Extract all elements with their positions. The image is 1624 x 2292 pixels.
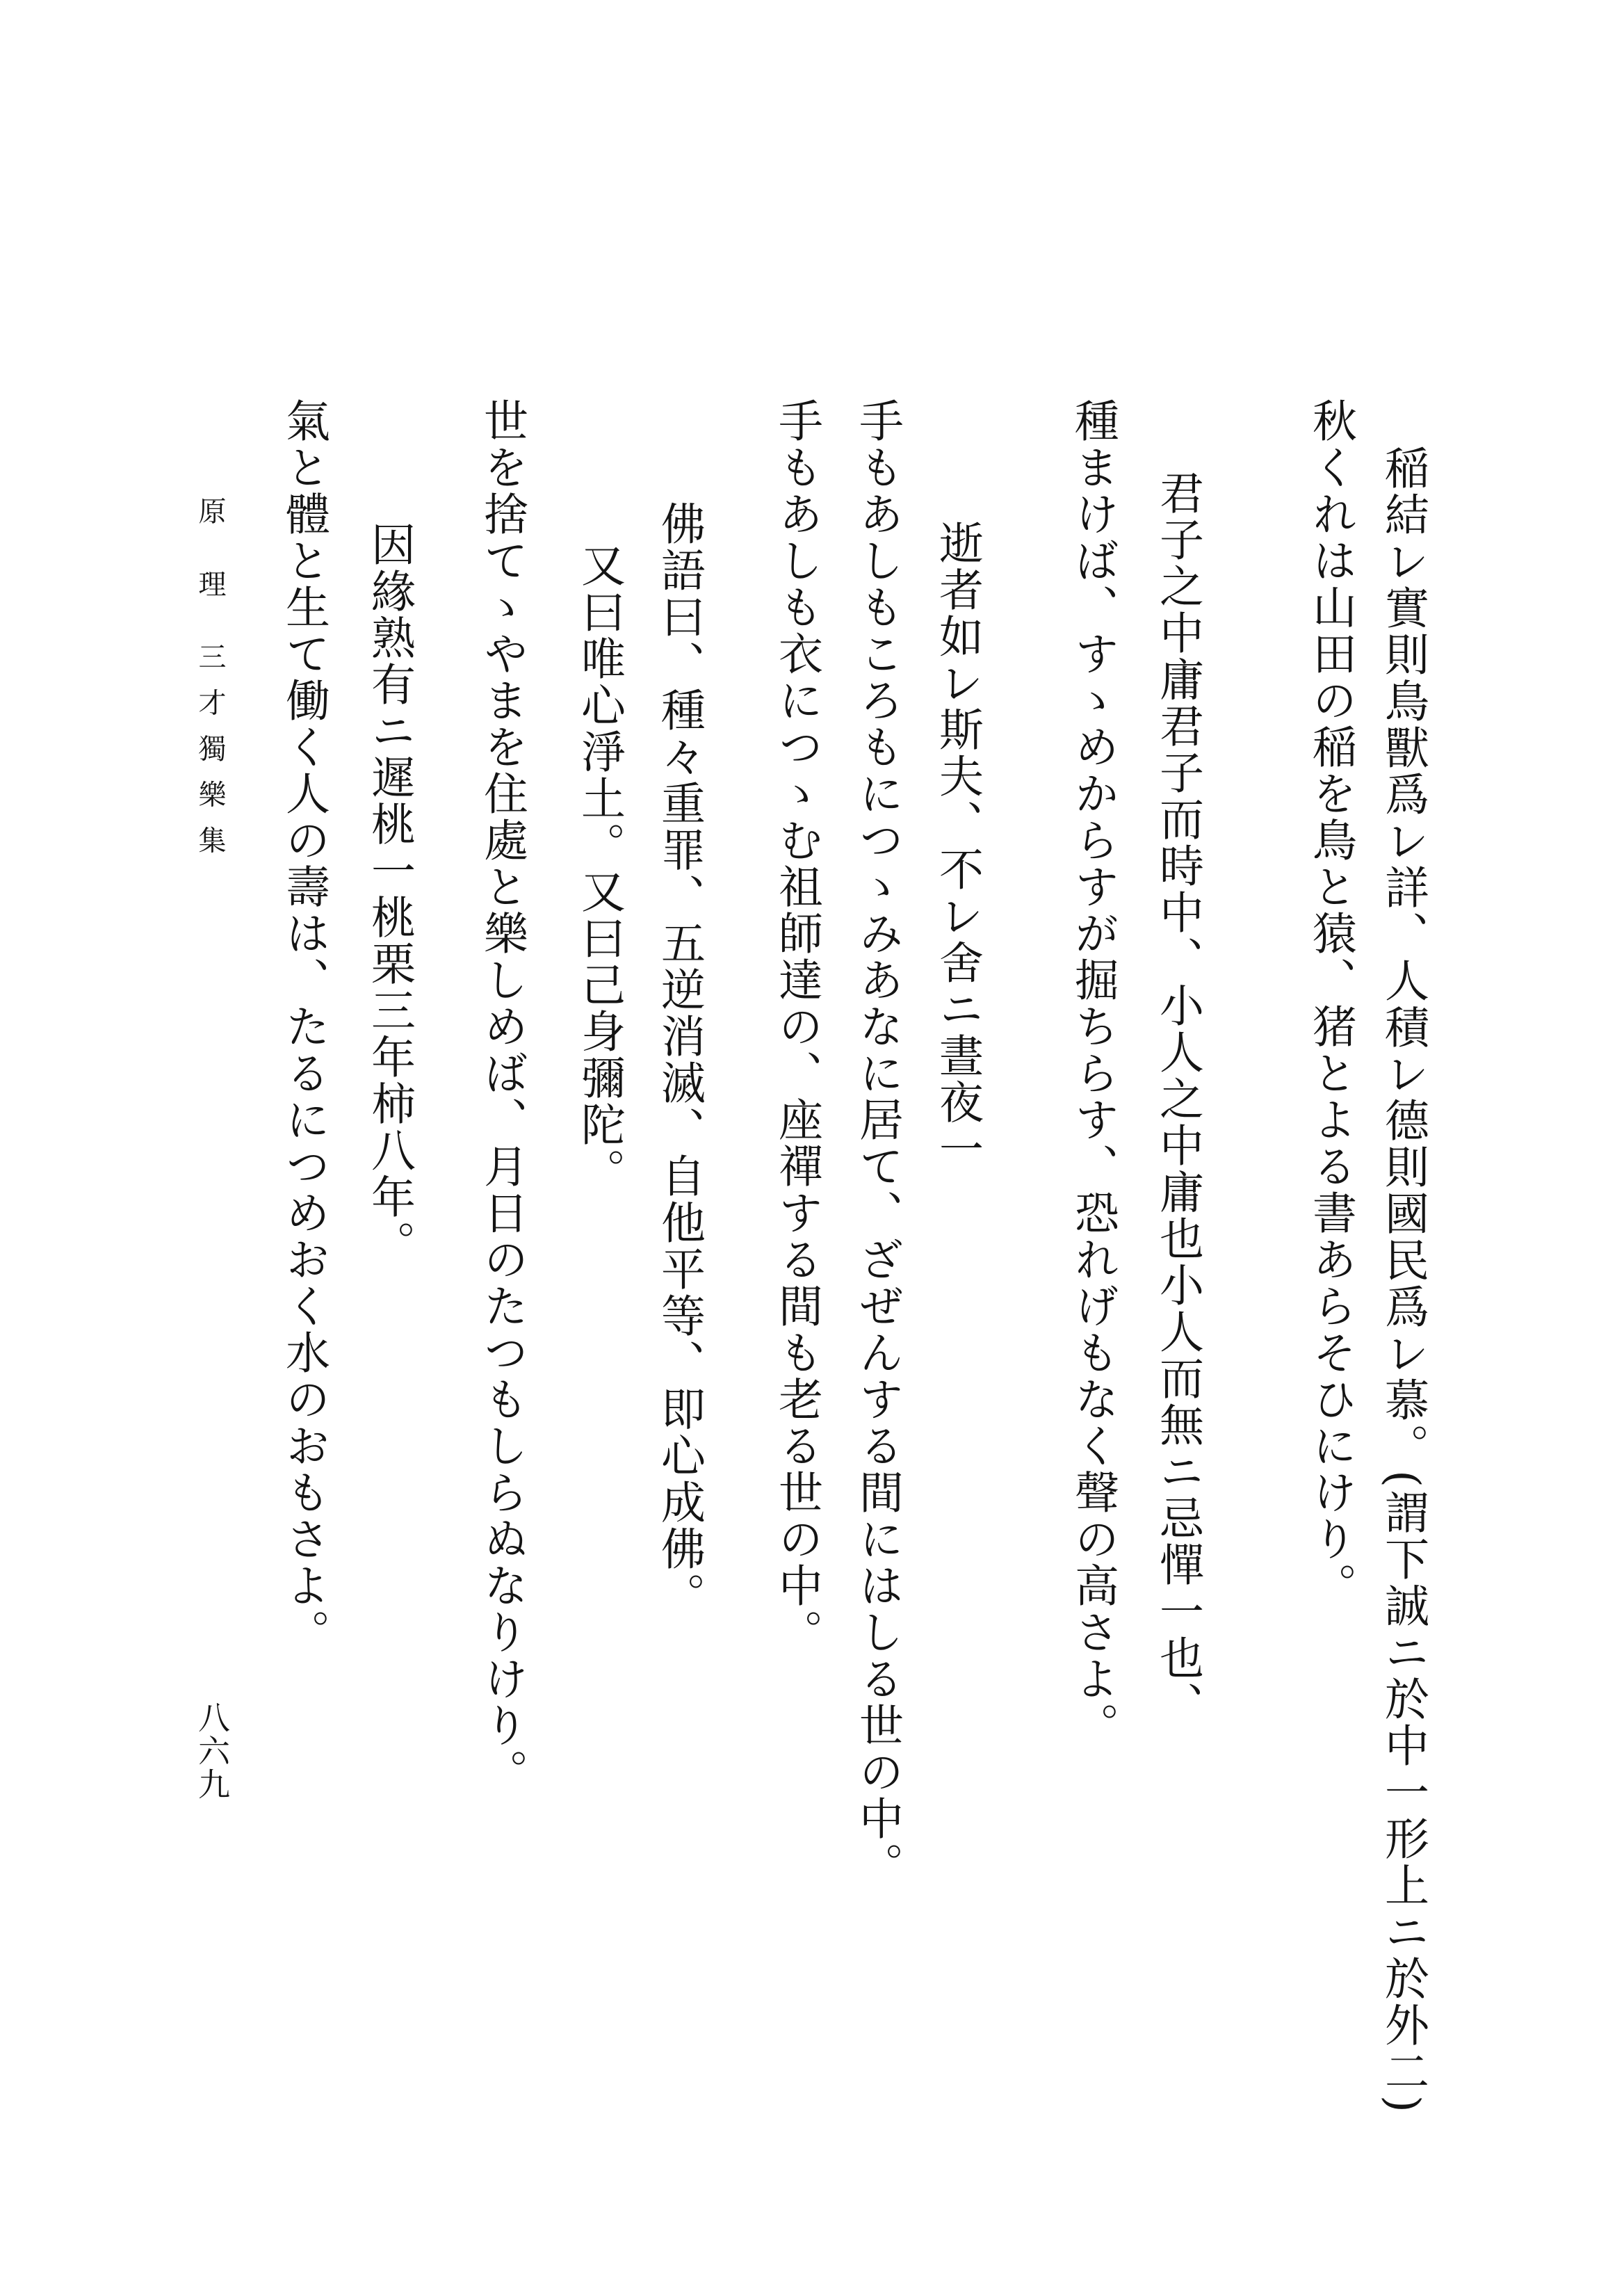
text-line-3: 種まけば、すゝめからすが掘ちらす、恐れげもなく聲の高さよ。 — [1067, 398, 1119, 1749]
text-line-7: 逝者如レ斯夫、不レ舍ニ晝夜一 — [932, 520, 983, 1172]
text-line-8: 佛語曰、種々重罪、五逆消滅、自他平等、即心成佛。 — [653, 501, 705, 1619]
text-line-11: 因緣熟有ニ遲桃一桃栗三年柿八年。 — [364, 522, 415, 1267]
text-line-4: 君子之中庸君子而時中、小人之中庸也小人而無ニ忌憚一也、 — [1152, 470, 1203, 1728]
text-line-6: 手もあしもころもにつゝみあなに居て、ざぜんする間にはしる世の中。 — [852, 398, 903, 1889]
text-line-1: 秋くれは山田の稲を鳥と猿、猪とよる書あらそひにけり。 — [1305, 398, 1356, 1609]
text-line-9: 又曰唯心淨土。又曰己身彌陀。 — [574, 542, 625, 1195]
running-header: 原 理 三才獨樂集 — [194, 497, 226, 872]
text-line-10: 世を捨てゝやまを住處と樂しめば、月日のたつもしらぬなりけり。 — [476, 398, 528, 1795]
page-number: 八六九 — [193, 1701, 231, 1801]
text-line-12: 氣と體と生て働く人の壽は、たるにつめおく水のおもさよ。 — [278, 398, 330, 1656]
text-line-5: 手もあしも衣につゝむ祖師達の、座禪する間も老る世の中。 — [771, 398, 822, 1656]
text-line-2: 稲結レ實則鳥獸爲レ詳、人積レ德則國民爲レ慕。(謂下誠ニ於中一形上ニ於外二) — [1377, 445, 1429, 2115]
